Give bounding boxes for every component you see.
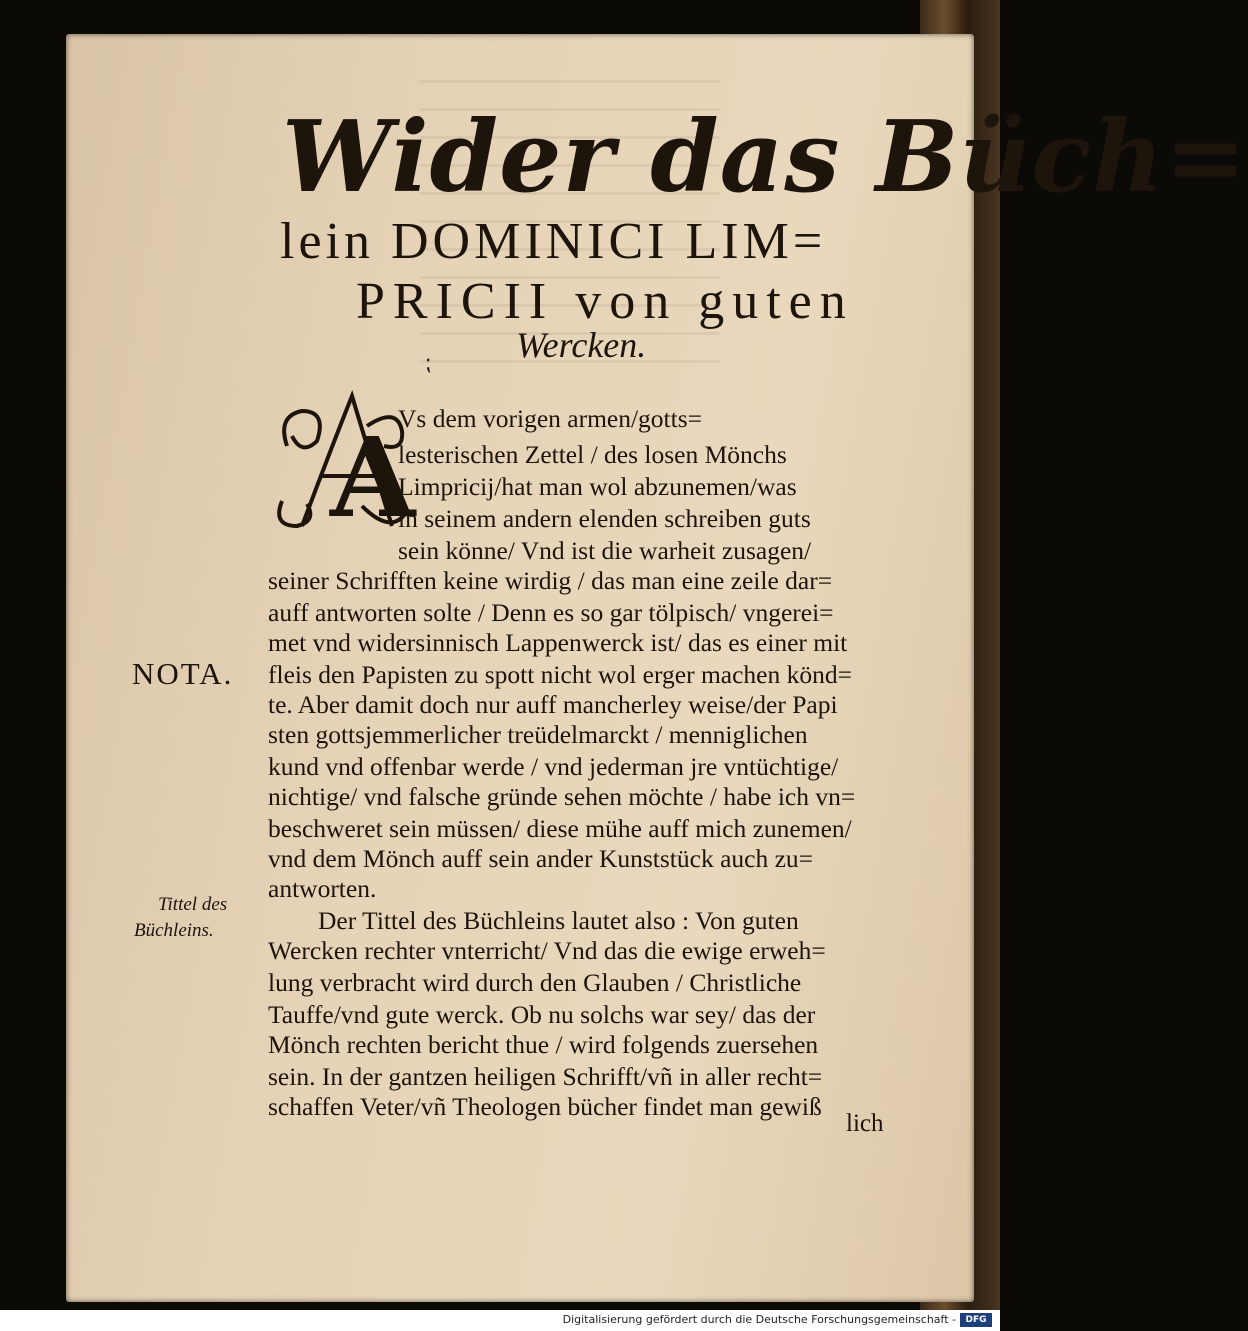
footer-credit: Digitalisierung gefördert durch die Deutsche Forschungsgemeinschaft -: [562, 1313, 956, 1326]
body-line: beschweret sein müssen/ diese mühe auff mich zunemen/: [268, 814, 852, 843]
body-line: te. Aber damit doch nur auff mancherley weise/der Papi: [268, 690, 838, 719]
footer-bar: [0, 1310, 1000, 1331]
title-line-3: PRICII von guten: [356, 273, 854, 330]
initial-letter: A: [330, 413, 416, 542]
title-line-4: Wercken.: [516, 325, 647, 365]
ornament-mark: ⁏: [424, 350, 432, 375]
title-line-1: Wider das Büch=: [282, 100, 1248, 215]
body-line: fleis den Papisten zu spott nicht wol erger machen könd=: [268, 660, 852, 689]
body-line: lung verbracht wird durch den Glauben / Christliche: [268, 968, 802, 997]
body-line: Wercken rechter vnterricht/ Vnd das die ewige erweh=: [268, 936, 826, 965]
body-line: vnd dem Mönch auff sein ander Kunststück auch zu=: [268, 844, 814, 873]
margin-note-nota: NOTA.: [132, 656, 234, 691]
body-line: Vs dem vorigen armen/gotts=: [398, 404, 703, 433]
decorated-initial: [272, 386, 416, 546]
body-line: Limpricij/hat man wol abzunemen/was: [398, 472, 797, 501]
body-line: seiner Schrifften keine wirdig / das man eine zeile dar=: [268, 566, 833, 595]
dfg-logo: DFG: [960, 1313, 992, 1327]
body-line: sten gottsjemmerlicher treüdelmarckt / menniglichen: [268, 720, 808, 749]
body-line: sein. In der gantzen heiligen Schrifft/vñ in aller recht=: [268, 1062, 823, 1091]
body-line: lesterischen Zettel / des losen Mönchs: [398, 440, 787, 469]
catchword: lich: [846, 1110, 884, 1137]
body-line: Der Tittel des Büchleins lautet also : Von guten: [318, 906, 799, 935]
margin-note-tittel-1: Tittel des: [158, 894, 228, 915]
body-line: antworten.: [268, 874, 377, 903]
body-line: auff antworten solte / Denn es so gar tölpisch/ vngerei=: [268, 598, 834, 627]
body-line: Mönch rechten bericht thue / wird folgends zuersehen: [268, 1030, 819, 1059]
body-line: nichtige/ vnd falsche gründe sehen möchte / habe ich vn=: [268, 782, 856, 811]
title-line-2: lein DOMINICI LIM=: [280, 213, 827, 270]
margin-note-tittel-2: Büchleins.: [134, 920, 214, 941]
body-line: in seinem andern elenden schreiben guts: [398, 504, 811, 533]
body-line: met vnd widersinnisch Lappenwerck ist/ das es einer mit: [268, 628, 848, 657]
body-line: sein könne/ Vnd ist die warheit zusagen/: [398, 536, 812, 565]
body-line: Tauffe/vnd gute werck. Ob nu solchs war sey/ das der: [268, 1000, 816, 1029]
body-line: kund vnd offenbar werde / vnd jederman jre vntüchtige/: [268, 752, 839, 781]
body-line: schaffen Veter/vñ Theologen bücher findet man gewiß: [268, 1092, 822, 1121]
